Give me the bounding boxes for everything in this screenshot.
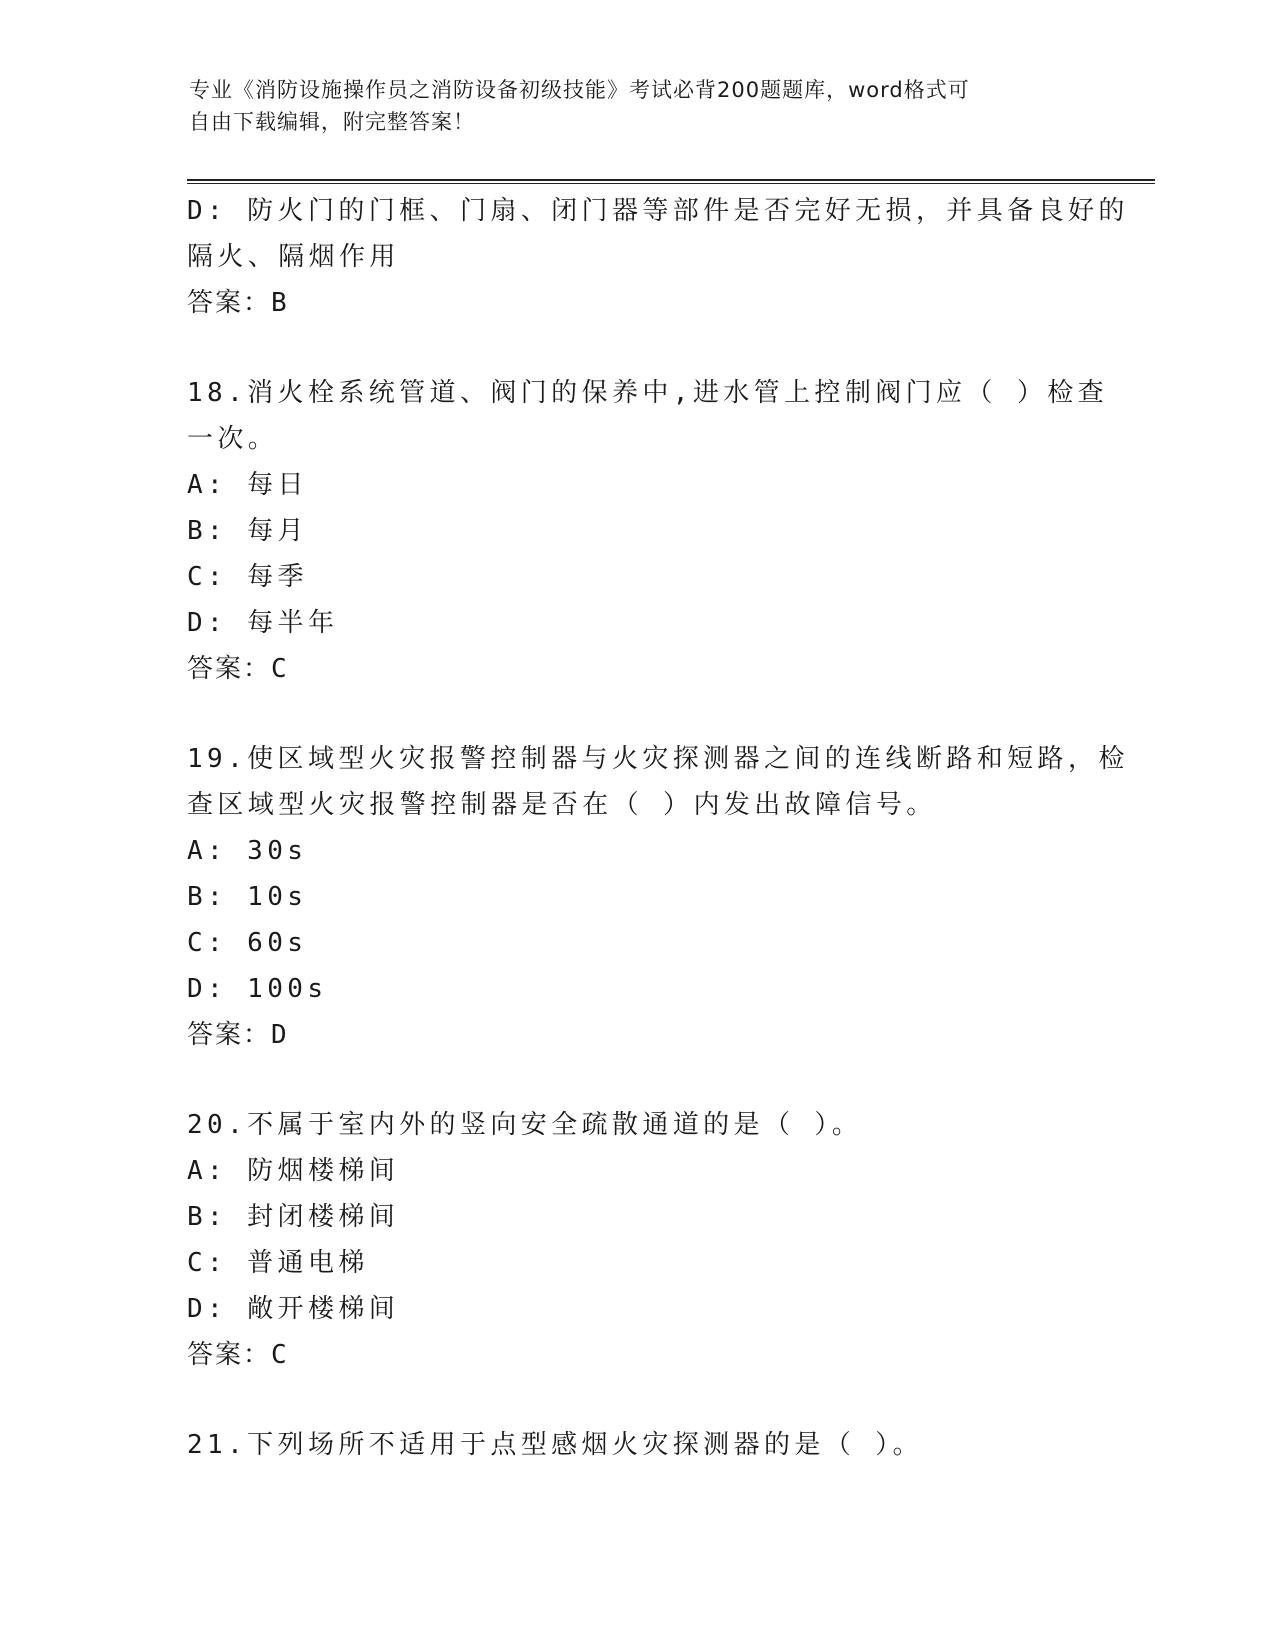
question-stem-continued: 查区域型火灾报警控制器是否在（ ）内发出故障信号。 [187, 790, 937, 820]
question-stem: 19.使区域型火灾报警控制器与火灾探测器之间的连线断路和短路，检 [187, 744, 1129, 774]
question-stem-continued: 一次。 [187, 424, 279, 454]
header-line-1: 专业《消防设施操作员之消防设备初级技能》考试必背200题题库，word格式可 [189, 78, 970, 102]
option-a: A: 防烟楼梯间 [187, 1156, 400, 1186]
option-c: C: 每季 [187, 562, 308, 592]
question-stem: 20.不属于室内外的竖向安全疏散通道的是（ ）。 [187, 1110, 863, 1140]
option-a: A: 30s [187, 836, 308, 866]
option-c: C: 60s [187, 928, 308, 958]
option-c: C: 普通电梯 [187, 1248, 369, 1278]
header-line-2: 自由下载编辑，附完整答案！ [189, 110, 475, 134]
option-b: B: 10s [187, 882, 308, 912]
question-stem: 18.消火栓系统管道、阀门的保养中,进水管上控制阀门应（ ）检查 [187, 378, 1109, 408]
question-block-19 [187, 736, 1129, 1058]
question-block-prev [187, 188, 1129, 326]
header-rule-thin [187, 183, 1155, 184]
option-b: B: 每月 [187, 516, 308, 546]
question-stem: 21.下列场所不适用于点型感烟火灾探测器的是（ ）。 [187, 1430, 924, 1460]
option-d: D: 防火门的门框、门扇、闭门器等部件是否完好无损，并具备良好的 [187, 196, 1129, 226]
header-rule-thick [187, 179, 1155, 181]
option-d: D: 每半年 [187, 608, 339, 638]
question-block-18 [187, 370, 1109, 692]
option-d: D: 敞开楼梯间 [187, 1294, 400, 1324]
answer-line: 答案：D [187, 1020, 289, 1050]
answer-line: 答案：B [187, 288, 289, 318]
option-b: B: 封闭楼梯间 [187, 1202, 400, 1232]
option-a: A: 每日 [187, 470, 308, 500]
question-block-21 [187, 1422, 1087, 1468]
question-list [187, 188, 1129, 1468]
answer-line: 答案：C [187, 1340, 289, 1370]
option-d: D: 100s [187, 974, 328, 1004]
answer-line: 答案：C [187, 654, 289, 684]
question-block-20 [187, 1102, 1087, 1378]
page-header [189, 74, 1089, 138]
option-d-continued: 隔火、隔烟作用 [187, 242, 400, 272]
